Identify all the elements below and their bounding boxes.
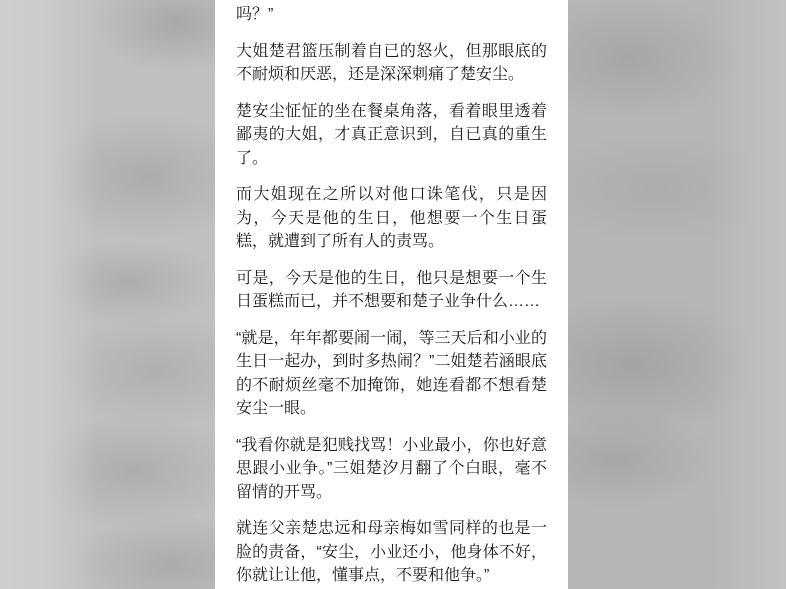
blurred-left-backdrop[interactable] (0, 0, 215, 589)
novel-paragraph: 而大姐现在之所以对他口诛笔伐，只是因为，今天是他的生日，他想要一个生日蛋糕，就遭到了所有人的责骂。 (236, 186, 547, 250)
reader-page[interactable] (215, 0, 568, 589)
novel-paragraph: 楚安尘怔怔的坐在餐桌角落，看着眼里透着鄙夷的大姐，才真正意识到，自已真的重生了。 (236, 102, 547, 167)
blurred-right-backdrop[interactable] (568, 0, 786, 589)
novel-paragraph: 就连父亲楚忠远和母亲梅如雪同样的也是一脸的责备，“安尘，小业还小，他身体不好，你就让让他，懂事点，不要和他争。” (236, 520, 547, 584)
novel-paragraph: 吗？” (236, 6, 274, 23)
novel-paragraph: 大姐楚君篮压制着自已的怒火，但那眼底的不耐烦和厌恶，还是深深刺痛了楚安尘。 (236, 42, 547, 83)
novel-paragraph: “我看你就是犯贱找骂！小业最小，你也好意思跟小业争。”三姐楚汐月翻了个白眼，毫不留情的开骂。 (236, 436, 547, 501)
novel-paragraph: 可是，今天是他的生日，他只是想要一个生日蛋糕而已，并不想要和楚子业争什么…… (236, 269, 547, 310)
novel-paragraph: “就是，年年都要闹一闹，等三天后和小业的生日一起办，到时多热闹？”二姐楚若涵眼底的不耐烦丝毫不加掩饰，她连看都不想看楚安尘一眼。 (236, 329, 547, 417)
